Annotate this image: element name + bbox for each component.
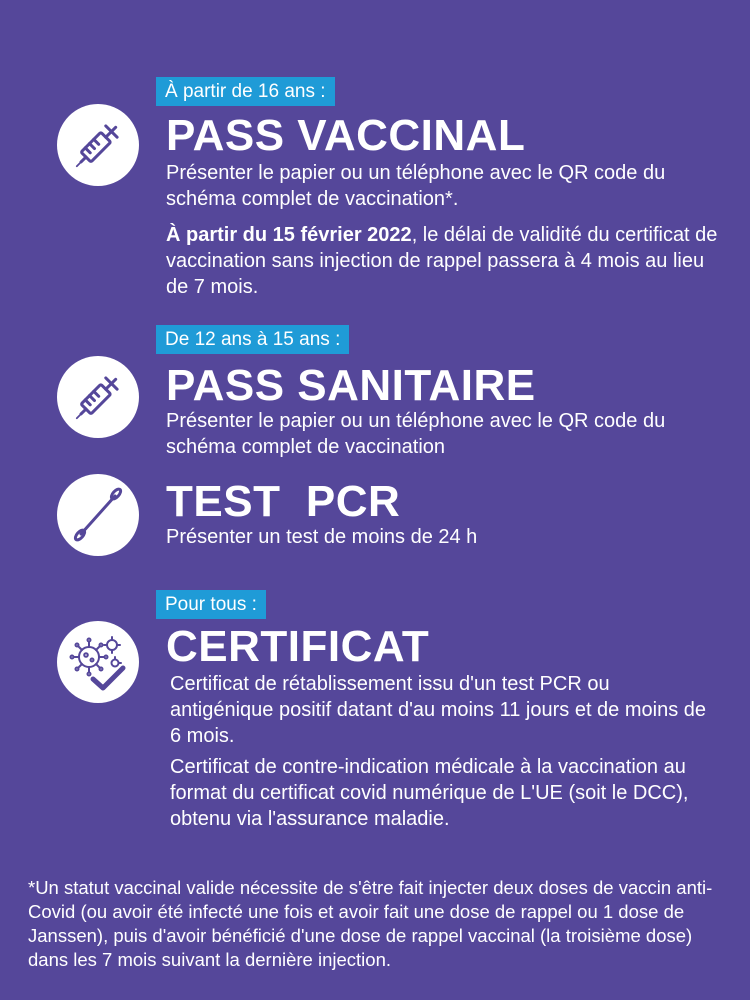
footnote-vaccine-status: *Un statut vaccinal valide nécessite de s'être fait injecter deux doses de vaccin anti-Covid (ou avoir été infecté une fois et avoir fait une dose de rappel ou 1 dose de Janssen), puis d'avoir bénéficié d'une dose de rappel vaccinal (la troisième dose) dans les 7 mois suivant la dernière injection. bbox=[28, 877, 713, 970]
pass-vaccinal-description: Présenter le papier ou un téléphone avec le QR code du schéma complet de vaccination*. bbox=[166, 162, 666, 210]
pass-sanitaire-description: Présenter le papier ou un téléphone avec le QR code du schéma complet de vaccination bbox=[166, 410, 666, 458]
certificat-recovery-description: Certificat de rétablissement issu d'un test PCR ou antigénique positif datant d'au moins 11 jours et de moins de 6 mois. bbox=[170, 673, 707, 747]
title-test-pcr: TEST PCR bbox=[166, 477, 401, 526]
virus-check-icon bbox=[57, 621, 139, 703]
age-tag-16-plus: À partir de 16 ans : bbox=[156, 77, 335, 106]
syringe-icon bbox=[57, 356, 139, 438]
title-pass-vaccinal: PASS VACCINAL bbox=[166, 111, 526, 160]
validity-note-text: , le délai de validité du certificat de vaccination sans injection de rappel passera à 4 mois au lieu de 7 mois. bbox=[166, 224, 718, 298]
certificat-contraindication-description: Certificat de contre-indication médicale à la vaccination au format du certificat covid numérique de L'UE (soit le DCC), obtenu via l'assurance maladie. bbox=[170, 756, 689, 830]
syringe-icon bbox=[57, 104, 139, 186]
age-tag-12-15: De 12 ans à 15 ans : bbox=[156, 325, 349, 354]
title-certificat: CERTIFICAT bbox=[166, 622, 430, 671]
title-pass-sanitaire: PASS SANITAIRE bbox=[166, 361, 536, 410]
tag-pour-tous: Pour tous : bbox=[156, 590, 266, 619]
pass-vaccinal-validity-note bbox=[166, 222, 726, 300]
test-pcr-description: Présenter un test de moins de 24 h bbox=[166, 526, 478, 548]
swab-icon bbox=[57, 474, 139, 556]
validity-date-bold: À partir du 15 février 2022 bbox=[166, 224, 412, 246]
